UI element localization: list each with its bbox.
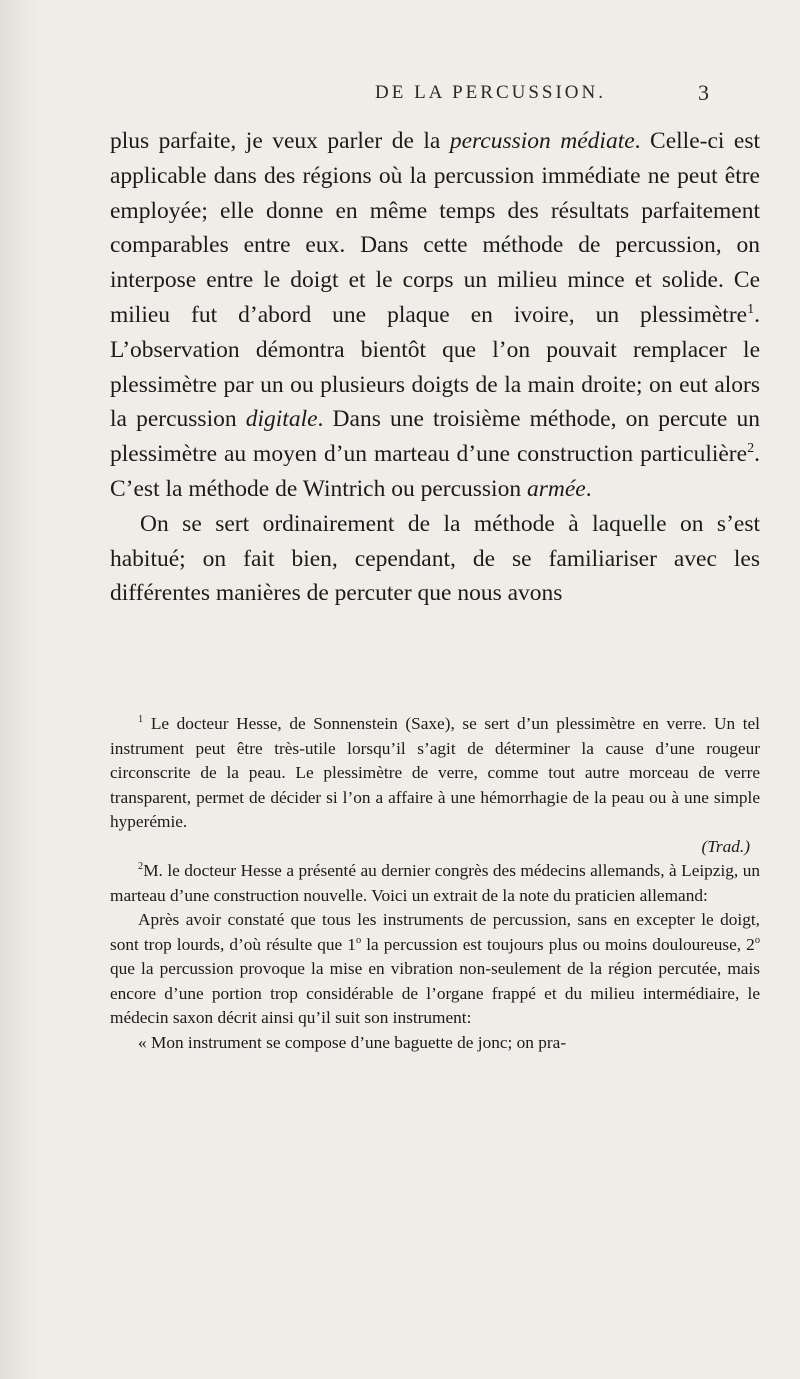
footnote-marker: 2 — [138, 861, 144, 873]
ordinal-marker: o — [355, 934, 362, 946]
page-header — [0, 82, 800, 110]
translator-attribution: (Trad.) — [701, 836, 750, 856]
main-text — [110, 124, 760, 611]
text-run: . C’est la méthode de Wintrich ou percussion — [110, 441, 760, 502]
text-run: . Celle-ci est applicable dans des régions où la percussion immédiate ne peut être employée; elle donne en même temps des résultats parfaitement comparables entre eux. Dans cette méthode de percussion, on interpose entre le doigt et le corps un milieu mince et solide. Ce milieu fut d’abord une plaque en ivoire, un plessimètre — [110, 128, 761, 328]
footnote-text: M. le docteur Hesse a présenté au dernier congrès des médecins allemands, à Leipzig, un marteau d’une construction nouvelle. Voici un extrait de la note du praticien allemand: — [110, 861, 760, 905]
footnotes — [110, 712, 760, 1055]
italic-term: percussion médiate — [449, 128, 635, 154]
footnote-2 — [110, 859, 760, 908]
footnote-2-paragraph-2 — [110, 908, 760, 1031]
footnote-marker: 1 — [138, 714, 144, 726]
italic-term: digitale — [245, 406, 318, 433]
text-run: Après avoir constaté que tous les instruments de percussion, sans en excepter le doigt, sont trop lourds, d’où résulte que 1 — [110, 910, 760, 954]
page-fold-shadow — [0, 0, 40, 1379]
page-number: 3 — [698, 80, 709, 105]
text-run: . Dans une troisième méthode, on percute un plessimètre au moyen d’un marteau d’une construction particulière — [110, 406, 760, 468]
paragraph-1 — [110, 124, 760, 507]
footnote-1 — [110, 712, 760, 835]
footnote-1-attribution — [110, 835, 760, 860]
running-head: DE LA PERCUSSION. — [375, 82, 606, 103]
footnote-ref-1: 1 — [747, 301, 755, 318]
footnote-ref-2: 2 — [747, 440, 755, 457]
footnote-2-quote: « Mon instrument se compose d’une baguette de jonc; on pra- — [138, 1032, 567, 1052]
paragraph-2: On se sert ordinairement de la méthode à laquelle on s’est habitué; on fait bien, cependant, de se familiariser avec les différentes manières de percuter que nous avons — [110, 510, 760, 607]
text-run: la percussion est toujours plus ou moins douloureuse, 2 — [361, 934, 755, 954]
italic-term: armée — [526, 475, 586, 502]
text-run: que la percussion provoque la mise en vibration non-seulement de la région percutée, mais encore d’une portion trop considérable de l’organe frappé et du milieu intermédiaire, le médecin saxon décrit ainsi qu’il suit son instrument: — [110, 959, 760, 1027]
text-run: . — [585, 475, 592, 502]
footnote-text: Le docteur Hesse, de Sonnenstein (Saxe), se sert d’un plessimètre en verre. Un tel instrument peut être très-utile lorsqu’il s’agit de déterminer la cause d’une rougeur circonscrite de la peau. Le plessimètre de verre, comme tout autre morceau de verre transparent, permet de décider si l’on a affaire à une hémorrhagie de la peau ou à une simple hyperémie. — [110, 714, 760, 831]
ordinal-marker: o — [754, 934, 760, 946]
text-run: . L’observation démontra bientôt que l’on pouvait remplacer le plessimètre par un ou plusieurs doigts de la main droite; on eut alors la percussion — [110, 301, 760, 433]
text-run: plus parfaite, je veux parler de la — [110, 128, 450, 154]
